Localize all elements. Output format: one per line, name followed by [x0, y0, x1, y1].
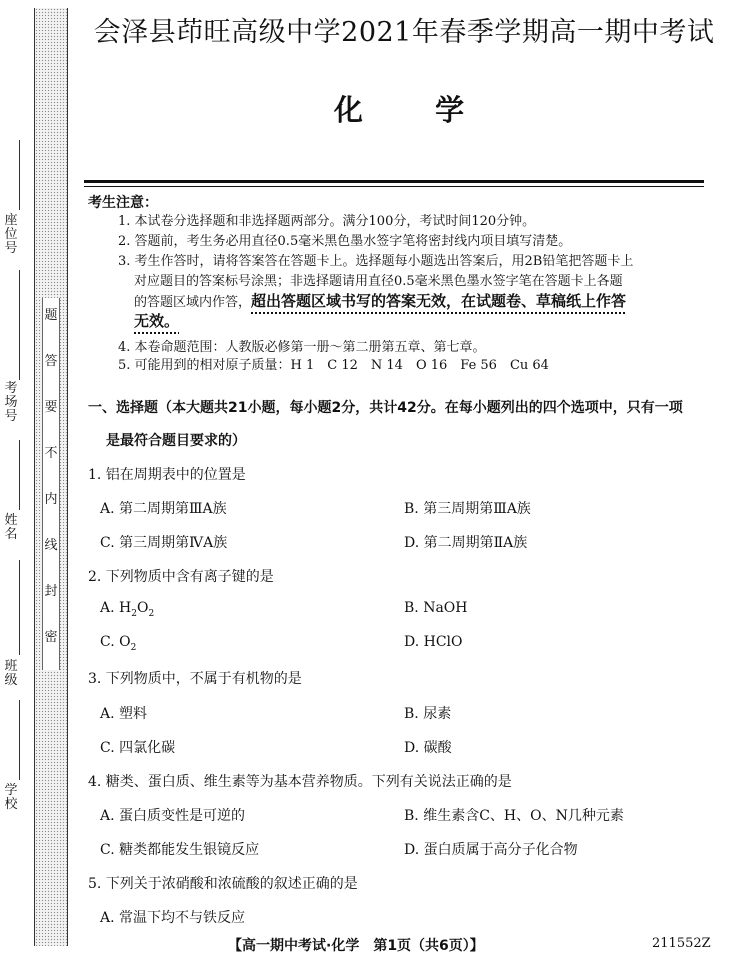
name-line: [19, 440, 20, 510]
option-a: A. $H_2O_2$: [100, 600, 155, 619]
notice-item: 2. 答题前，考生务必用直径0.5毫米黑色墨水签字笔将密封线内项目填写清楚。: [118, 234, 572, 249]
seal-char: 密: [44, 630, 58, 645]
emphasis-text: 无效。: [134, 312, 180, 330]
question-stem: 4. 糖类、蛋白质、维生素等为基本营养物质。下列有关说法正确的是: [88, 774, 512, 790]
question-stem: 5. 下列关于浓硝酸和浓硫酸的叙述正确的是: [88, 876, 358, 892]
option-d: D. 第二周期第ⅡA族: [404, 535, 528, 551]
seal-char: 不: [44, 446, 58, 461]
option-a: A. 常温下均不与铁反应: [100, 910, 246, 926]
option-d: D. 碳酸: [404, 740, 452, 756]
notice-item: 的答题区域内作答，超出答题区域书写的答案无效，在试题卷、草稿纸上作答: [134, 292, 627, 310]
option-b: B. 尿素: [404, 706, 452, 722]
question-stem: 3. 下列物质中，不属于有机物的是: [88, 671, 302, 687]
seal-char: 答: [44, 354, 58, 369]
section-heading-cont: 是最符合题目要求的）: [106, 433, 246, 449]
option-c: C. 第三周期第ⅣA族: [100, 535, 228, 551]
header-rule: [84, 186, 704, 187]
seal-char: 封: [44, 584, 58, 599]
class-line: [19, 560, 20, 655]
exam-room-line: [19, 270, 20, 380]
option-b: B. 第三周期第ⅢA族: [404, 501, 531, 517]
seal-char: 要: [44, 400, 58, 415]
option-c: C. $O_2$: [100, 634, 137, 653]
school-line: [19, 700, 20, 780]
option-d: D. 蛋白质属于高分子化合物: [404, 842, 578, 858]
notice-item: 5. 可能用到的相对原子质量：H 1 C 12 N 14 O 16 Fe 56 Cu 64: [118, 358, 549, 373]
exam-room-label: 考场号: [4, 381, 18, 424]
section-heading: 一、选择题（本大题共21小题，每小题2分，共计42分。在每小题列出的四个选项中，只有一项: [88, 400, 683, 416]
option-a: A. 塑料: [100, 706, 148, 722]
option-a: A. 第二周期第ⅢA族: [100, 501, 227, 517]
seal-char: 题: [44, 308, 58, 323]
header-rule: [84, 180, 704, 183]
notice-title: 考生注意：: [88, 195, 158, 211]
subject-title: [84, 88, 714, 129]
seat-number-label: 座位号: [4, 213, 18, 256]
seal-line-box: [42, 298, 60, 670]
notice-item: 对应题目的答案标号涂黑；非选择题请用直径0.5毫米黑色墨水签字笔在答题卡上各题: [134, 274, 623, 289]
exam-title: 会泽县茚旺高级中学2021年春季学期高一期中考试: [93, 17, 715, 48]
paper-code: 211552Z: [652, 936, 711, 951]
name-label: 姓名: [4, 513, 18, 542]
option-b: B. 维生素含C、H、O、N几种元素: [404, 808, 624, 824]
notice-item: 1. 本试卷分选择题和非选择题两部分。满分100分，考试时间120分钟。: [118, 214, 536, 229]
class-label: 班级: [4, 659, 18, 688]
notice-item: 3. 考生作答时，请将答案答在答题卡上。选择题每小题选出答案后，用2B铅笔把答题卡上: [118, 254, 634, 269]
notice-item: 4. 本卷命题范围：人教版必修第一册～第二册第五章、第七章。: [118, 340, 486, 355]
option-a: A. 蛋白质变性是可逆的: [100, 808, 246, 824]
seat-line: [19, 140, 20, 210]
page-footer: 【高一期中考试·化学 第1页（共6页）】: [228, 938, 484, 954]
emphasis-text: 超出答题区域书写的答案无效，在试题卷、草稿纸上作答: [251, 292, 627, 310]
subject-char: 化: [333, 93, 363, 127]
option-b: B. NaOH: [404, 600, 468, 616]
question-stem: 1. 铝在周期表中的位置是: [88, 467, 246, 483]
option-c: C. 四氯化碳: [100, 740, 176, 756]
seal-char: 内: [44, 492, 58, 507]
question-stem: 2. 下列物质中含有离子键的是: [88, 569, 274, 585]
option-c: C. 糖类都能发生银镜反应: [100, 842, 260, 858]
school-label: 学校: [4, 783, 18, 812]
option-d: D. HClO: [404, 634, 463, 650]
seal-char: 线: [44, 538, 58, 553]
subject-char: 学: [435, 93, 465, 127]
